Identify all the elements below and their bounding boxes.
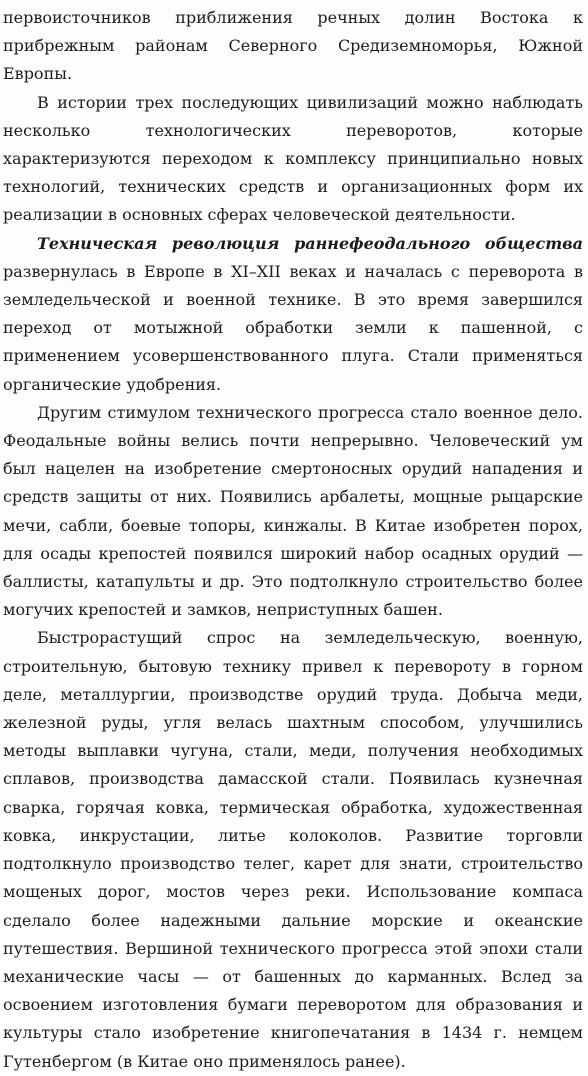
paragraph-continuation: первоисточников приближения речных долин Востока к прибрежным районам Северного Средиземноморья, Южной Европы. (3, 8, 583, 84)
paragraph-civilizations: В истории трех последующих цивилизаций можно наблюдать несколько технологических переворотов, которые характеризуются переходом к комплексу принципиально новых технологий, технических средств и организационных форм их реализации в основных сферах человеческой деятельности. (3, 92, 583, 225)
paragraph-early-feudal-revolution (3, 230, 583, 399)
term-early-feudal-revolution: Техническая революция раннефеодального общества (37, 233, 583, 253)
document-body (3, 4, 583, 1076)
paragraph-early-feudal-text: развернулась в Европе в XI–XII веках и началась с переворота в земледельческой и военной технике. В это время завершился переход от мотыжной обработки земли к пашенной, с применением усовершенствованного плуга. Стали применяться органические удобрения. (3, 261, 583, 394)
paragraph-military: Другим стимулом технического прогресса стало военное дело. Феодальные войны велись почти непрерывно. Человеческий ум был нацелен на изобретение смертоносных орудий нападения и средств защиты от них. Появились арбалеты, мощные рыцарские мечи, сабли, боевые топоры, кинжалы. В Китае изобретен порох, для осады крепостей появился широкий набор осадных орудий — баллисты, катапульты и др. Это подтолкнуло строительство более могучих крепостей и замков, неприступных башен. (3, 402, 583, 620)
paragraph-metallurgy: Быстрорастущий спрос на земледельческую, военную, строительную, бытовую технику привел к перевороту в горном деле, металлургии, производстве орудий труда. Добыча меди, железной руды, угля велась шахтным способом, улучшились методы выплавки чугуна, стали, меди, получения необходимых сплавов, производства дамасской стали. Появилась кузнечная сварка, горячая ковка, термическая обработка, художественная ковка, инкрустации, литье колоколов. Развитие торговли подтолкнуло производство телег, карет для знати, строительство мощеных дорог, мостов через реки. Использование компаса сделало более надежными дальние морские и океанские путешествия. Вершиной технического прогресса этой эпохи стали механические часы — от башенных до карманных. Вслед за освоением изготовления бумаги переворотом для образования и культуры стало изобретение книгопечатания в 1434 г. немцем Гутенбергом (в Китае оно применялось ранее). (3, 628, 583, 1071)
